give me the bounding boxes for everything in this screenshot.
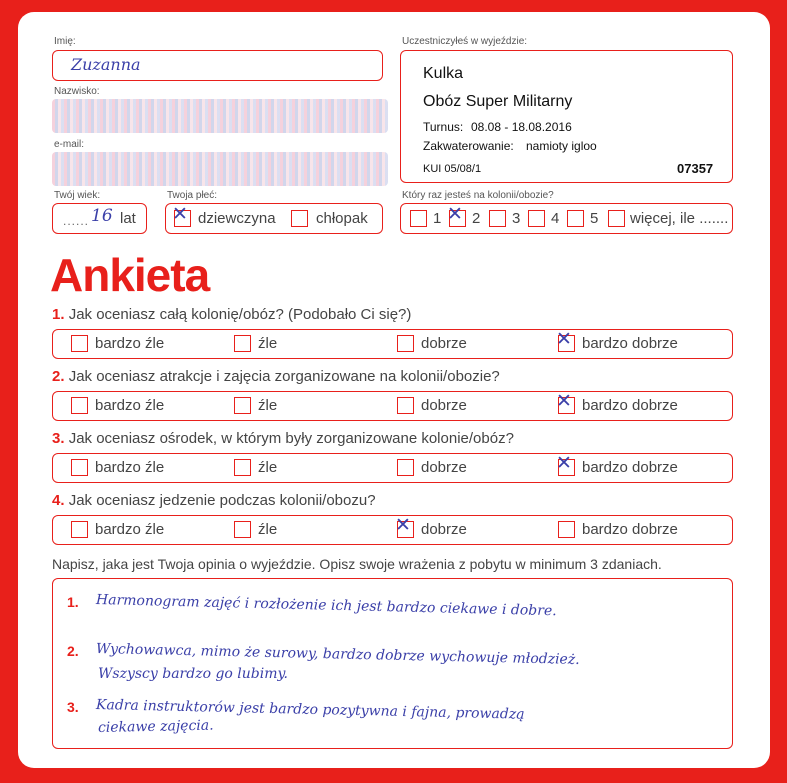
rating-checkbox-very-good[interactable]: [556, 390, 575, 414]
check-mark-icon: ✕: [395, 514, 411, 536]
handwritten-answer-line: Wszyscy bardzo go lubimy.: [98, 666, 289, 682]
rating-checkbox-bad[interactable]: [234, 397, 251, 414]
question-number: 2.: [52, 368, 65, 385]
name-field[interactable]: [52, 50, 383, 81]
age-label: Twój wiek:: [54, 190, 101, 201]
rating-checkbox-very-bad[interactable]: [71, 335, 88, 352]
rating-checkbox-good[interactable]: [397, 397, 414, 414]
email-redacted: [52, 152, 388, 186]
times-checkbox-4[interactable]: [528, 210, 545, 227]
question-number: 1.: [52, 306, 65, 323]
rating-checkbox-good[interactable]: [397, 459, 414, 476]
rating-option-bad: źle: [258, 397, 278, 414]
age-unit: lat: [120, 210, 136, 227]
question-4-text: [52, 492, 376, 509]
check-mark-icon: ✕: [172, 203, 188, 225]
name-value: Zuzanna: [71, 55, 141, 74]
handwritten-answer-line: Wychowawca, mimo że surowy, bardzo dobrze wychowuje młodzież.: [95, 641, 580, 668]
gender-option-male: chłopak: [316, 210, 368, 227]
rating-option-bad: źle: [258, 521, 278, 538]
age-field[interactable]: [52, 203, 147, 234]
camp-name: Obóz Super Militarny: [423, 93, 573, 110]
rating-checkbox-very-bad[interactable]: [71, 521, 88, 538]
accommodation-label: Zakwaterowanie:: [423, 139, 514, 153]
times-checkbox-more[interactable]: [608, 210, 625, 227]
survey-card: [18, 12, 770, 768]
check-mark-icon: ✕: [556, 328, 572, 350]
handwritten-answer-line: Harmonogram zajęć i rozłożenie ich jest bardzo ciekawe i dobre.: [95, 592, 557, 620]
question-label: Jak oceniasz jedzenie podczas kolonii/obozu?: [68, 492, 376, 509]
times-option-2: 2: [472, 210, 481, 227]
survey-title: Ankieta: [50, 249, 210, 301]
rating-option-very-good: bardzo dobrze: [582, 521, 678, 538]
gender-label: Twoja płeć:: [167, 190, 218, 201]
camp-code: KUI 05/08/1: [423, 163, 482, 175]
rating-option-very-good: bardzo dobrze: [582, 459, 678, 476]
rating-option-good: dobrze: [421, 459, 467, 476]
surname-label: Nazwisko:: [54, 86, 100, 97]
answer-number: 2.: [67, 643, 79, 659]
rating-option-bad: źle: [258, 459, 278, 476]
rating-checkbox-very-bad[interactable]: [71, 459, 88, 476]
times-checkbox-3[interactable]: [489, 210, 506, 227]
rating-option-good: dobrze: [421, 335, 467, 352]
brand-name: Kulka: [423, 65, 464, 82]
rating-checkbox-very-good[interactable]: [556, 328, 575, 352]
rating-option-very-bad: bardzo źle: [95, 397, 165, 414]
question-2-options: [52, 391, 733, 421]
opinion-prompt: Napisz, jaka jest Twoja opinia o wyjeździe. Opisz swoje wrażenia z pobytu w minimum 3 zdaniach.: [52, 556, 662, 572]
times-option-4: 4: [551, 210, 560, 227]
rating-option-very-bad: bardzo źle: [95, 459, 165, 476]
gender-option-female: dziewczyna: [198, 210, 276, 227]
form-number: 07357: [677, 161, 714, 176]
gender-checkbox-male[interactable]: [291, 210, 308, 227]
turnus-label: Turnus:: [423, 120, 464, 134]
rating-option-good: dobrze: [421, 397, 467, 414]
times-checkbox-2[interactable]: [447, 203, 466, 227]
question-1-text: [52, 306, 411, 323]
participant-label: Uczestniczyłeś w wyjeździe:: [402, 36, 528, 47]
rating-checkbox-very-bad[interactable]: [71, 397, 88, 414]
accommodation-value: namioty igloo: [526, 139, 597, 153]
rating-checkbox-good[interactable]: [397, 335, 414, 352]
times-option-3: 3: [512, 210, 521, 227]
rating-checkbox-very-good[interactable]: [558, 521, 575, 538]
turnus-value: 08.08 - 18.08.2016: [471, 120, 572, 134]
check-mark-icon: ✕: [556, 452, 572, 474]
surname-redacted: [52, 99, 388, 133]
times-checkbox-5[interactable]: [567, 210, 584, 227]
times-label: Który raz jesteś na kolonii/obozie?: [402, 190, 554, 201]
handwritten-answer-line: ciekawe zajęcia.: [97, 717, 214, 736]
question-label: Jak oceniasz atrakcje i zajęcia zorganizowane na kolonii/obozie?: [68, 368, 500, 385]
email-label: e-mail:: [54, 139, 85, 150]
rating-option-very-good: bardzo dobrze: [582, 397, 678, 414]
rating-checkbox-bad[interactable]: [234, 335, 251, 352]
question-label: Jak oceniasz ośrodek, w którym były zorganizowane kolonie/obóz?: [68, 430, 514, 447]
participant-box: [400, 50, 733, 183]
age-dots: ......: [63, 214, 90, 228]
rating-checkbox-very-good[interactable]: [556, 452, 575, 476]
rating-checkbox-bad[interactable]: [234, 459, 251, 476]
answer-number: 1.: [67, 594, 79, 610]
times-option-more: więcej, ile .......: [630, 210, 729, 227]
times-field: [400, 203, 733, 234]
question-number: 4.: [52, 492, 65, 509]
rating-option-very-good: bardzo dobrze: [582, 335, 678, 352]
question-1-options: [52, 329, 733, 359]
question-3-options: [52, 453, 733, 483]
question-4-options: [52, 515, 733, 545]
rating-checkbox-good[interactable]: [395, 514, 414, 538]
check-mark-icon: ✕: [447, 203, 463, 225]
question-number: 3.: [52, 430, 65, 447]
name-label: Imię:: [54, 36, 76, 47]
gender-checkbox-female[interactable]: [172, 203, 191, 227]
age-value: 16: [91, 206, 113, 226]
answer-number: 3.: [67, 699, 79, 715]
handwritten-answer-line: Kadra instruktorów jest bardzo pozytywna i fajna, prowadzą: [95, 697, 525, 723]
question-3-text: [52, 430, 514, 447]
rating-option-very-bad: bardzo źle: [95, 521, 165, 538]
rating-checkbox-bad[interactable]: [234, 521, 251, 538]
times-option-5: 5: [590, 210, 599, 227]
rating-option-bad: źle: [258, 335, 278, 352]
times-option-1: 1: [433, 210, 442, 227]
gender-field: [165, 203, 383, 234]
check-mark-icon: ✕: [556, 390, 572, 412]
question-2-text: [52, 368, 500, 385]
rating-option-good: dobrze: [421, 521, 467, 538]
rating-option-very-bad: bardzo źle: [95, 335, 165, 352]
question-label: Jak oceniasz całą kolonię/obóz? (Podobało Ci się?): [68, 306, 412, 323]
times-checkbox-1[interactable]: [410, 210, 427, 227]
